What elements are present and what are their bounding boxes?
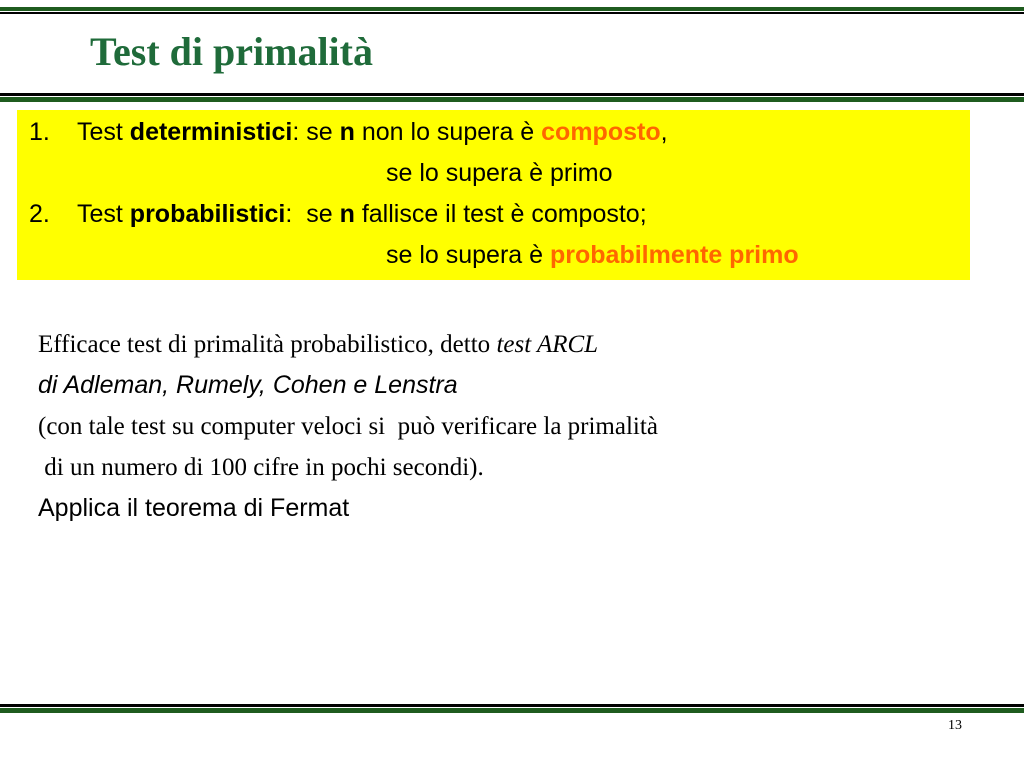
item-1-number: 1. [29,118,50,146]
item-1-se: se [306,118,340,146]
item-2-prefix: Test [77,200,130,228]
body-line-1-italic: test ARCL [496,331,599,358]
item-1-end: , [660,118,668,146]
body-line-1 [38,331,598,359]
item-1-n: n [339,118,355,146]
item-2-colon: : [285,200,307,228]
item-2-line-2-prefix: se lo supera è [386,241,550,269]
item-1 [29,118,668,147]
title-divider [0,93,1024,103]
item-2-rest: fallisce il test è composto; [354,200,647,228]
body-line-3: (con tale test su computer veloci si può verificare la primalità [38,413,658,440]
body-line-4: di un numero di 100 cifre in pochi secondi). [38,454,484,481]
item-1-term: deterministici [129,118,293,146]
item-2-n: n [339,200,355,228]
footer-rule [0,704,1024,716]
slide-title: Test di primalità [90,29,373,74]
test-types-box [17,110,970,280]
item-1-line-2: se lo supera è primo [386,159,613,187]
item-2-se: se [306,200,340,228]
item-2-highlight: probabilmente primo [550,241,799,269]
body-line-1-text: Efficace test di primalità probabilistico, detto [38,331,497,358]
body-line-5: Applica il teorema di Fermat [38,494,350,522]
item-1-colon: : [292,118,307,146]
item-2-term: probabilistici [129,200,286,228]
body-line-2: di Adleman, Rumely, Cohen e Lenstra [38,371,458,399]
page-number: 13 [948,718,962,733]
item-2-line-2 [386,241,799,270]
item-2-number: 2. [29,200,50,228]
item-2 [29,200,647,229]
item-1-prefix: Test [77,118,130,146]
item-1-rest: non lo supera è [354,118,542,146]
top-rule [0,7,1024,15]
item-1-highlight: composto [541,118,661,146]
